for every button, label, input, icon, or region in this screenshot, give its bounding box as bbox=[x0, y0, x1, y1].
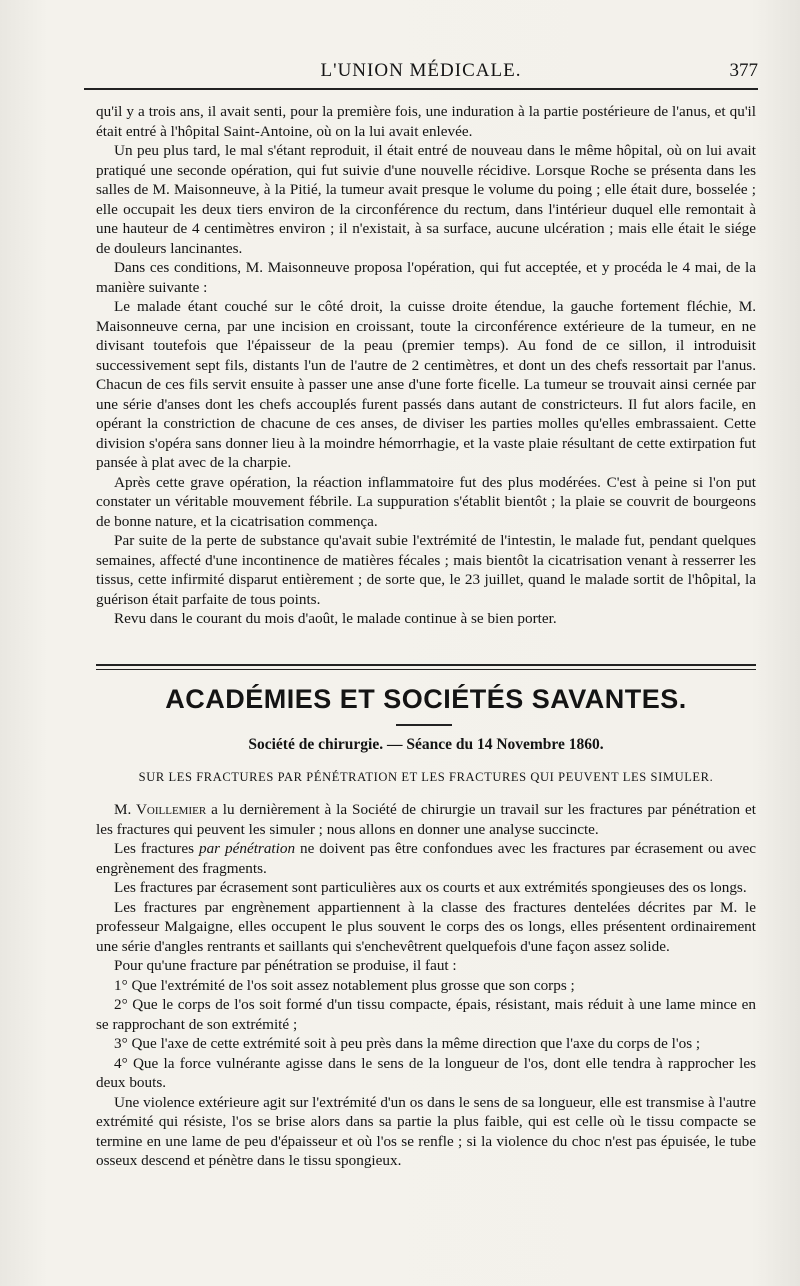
running-title: L'UNION MÉDICALE. bbox=[320, 60, 522, 81]
title-underline bbox=[396, 724, 452, 726]
paragraph-text: ne doivent pas être confondues avec les fractures par écrasement ou avec engrènement des fragments. bbox=[96, 840, 756, 877]
paragraph-text: Les fractures bbox=[114, 840, 199, 857]
paragraph: Revu dans le courant du mois d'août, le malade continue à se bien porter. bbox=[114, 610, 557, 627]
article-continuation bbox=[96, 102, 756, 629]
paragraph: Une violence extérieure agit sur l'extrémité d'un os dans le sens de sa longueur, elle est transmise à l'autre extrémité qui résiste, l'os se brise alors dans sa partie la plus faible, qui est celle où le tissu compacte se termine en une lame de peu d'épaisseur et où l'os se renfle ; si la violence du choc n'est pas épuisée, le tube osseux descend et pénètre dans le tissu spongieux. bbox=[96, 1093, 756, 1169]
article-subject: SUR LES FRACTURES PAR PÉNÉTRATION ET LES FRACTURES QUI PEUVENT LES SIMULER. bbox=[138, 770, 714, 784]
section-divider bbox=[96, 664, 756, 666]
paragraph: Par suite de la perte de substance qu'avait subie l'extrémité de l'intestin, le malade fut, pendant quelques semaines, affecté d'une incontinence de matières fécales ; mais bientôt la cicatrisation venant à resserrer les tissus, cette infirmité disparut entièrement ; de sorte que, le 23 juillet, quand le malade sortit de l'hôpital, la guérison était parfaite de tous points. bbox=[96, 532, 756, 608]
paragraph: Après cette grave opération, la réaction inflammatoire fut des plus modérées. C'est à peine si l'on put constater un véritable mouvement fébrile. La suppuration s'établit bientôt ; la plaie se couvrit de bourgeons de bonne nature, et la cicatrisation commença. bbox=[96, 473, 756, 530]
list-item: 3° Que l'axe de cette extrémité soit à peu près dans la même direction que l'axe du corps de l'os ; bbox=[114, 1035, 701, 1052]
page-number: 377 bbox=[729, 60, 758, 81]
paragraph: Un peu plus tard, le mal s'étant reproduit, il était entré de nouveau dans le même hôpital, où on lui avait pratiqué une seconde opération, qui fut suivie d'une nouvelle récidive. Lorsque Roche se présenta dans les salles de M. Maisonneuve, à la Pitié, la tumeur avait presque le volume du poing ; elle était dure, bosselée ; elle occupait les deux tiers environ de la circonférence du rectum, dans l'intérieur duquel elle remontait à une hauteur de 4 centimètres environ ; il n'existait, à sa surface, aucune ulcération ; mais elle était le siége de douleurs lancinantes. bbox=[96, 142, 756, 257]
paragraph: Les fractures par engrènement appartiennent à la classe des fractures dentelées décrites par M. le professeur Malgaigne, elles occupent le plus souvent le corps des os longs, elles présentent ordinairement une série d'angles rentrants et saillants qui s'enchevêtrent quelquefois d'une façon assez solide. bbox=[96, 898, 756, 955]
paragraph: Le malade étant couché sur le côté droit, la cuisse droite étendue, la gauche fortement fléchie, M. Maisonneuve cerna, par une incision en croissant, toute la circonférence extérieure de la tumeur, en ne divisant toutefois que l'épaisseur de la peau (premier temps). Au fond de ce sillon, il introduisit successivement sept fils, distants l'un de l'autre de 2 centimètres, et dont un des chefs ressortait par l'anus. Chacun de ces fils servit ensuite à passer une anse d'une forte ficelle. La tumeur se trouvait ainsi cernée par une série d'anses dont les chefs accouplés furent passés dans autant de constricteurs. Il fut alors facile, en opérant la constriction de chacune de ces anses, de diviser les parties molles qu'elles embrassaient. Cette division s'opéra sans donner lieu à la moindre hémorrhagie, et la vaste plaie résultant de cette extirpation fut pansée à plat avec de la charpie. bbox=[96, 298, 756, 471]
header-rule bbox=[84, 88, 758, 90]
paragraph: qu'il y a trois ans, il avait senti, pour la première fois, une induration à la partie postérieure de l'anus, et qu'il était entré à l'hôpital Saint-Antoine, où on la lui avait enlevée. bbox=[96, 103, 756, 140]
society-session-line: Société de chirurgie. — Séance du 14 Novembre 1860. bbox=[248, 736, 604, 753]
list-item: 1° Que l'extrémité de l'os soit assez notablement plus grosse que son corps ; bbox=[114, 976, 575, 994]
emphasis: par pénétration bbox=[198, 840, 296, 857]
paragraph: Pour qu'une fracture par pénétration se produise, il faut : bbox=[114, 957, 457, 974]
list-item: 4° Que la force vulnérante agisse dans le sens de la longueur de l'os, dont elle tendra à rapprocher les deux bouts. bbox=[96, 1054, 756, 1091]
paragraph-text: a lu dernièrement à la Société de chirurgie un travail sur les fractures par pénétration et les fractures qui peuvent les simuler ; nous allons en donner une analyse succincte. bbox=[96, 801, 756, 838]
section-title: ACADÉMIES ET SOCIÉTÉS SAVANTES. bbox=[165, 684, 687, 714]
paragraph bbox=[96, 839, 756, 878]
paragraph: Les fractures par écrasement sont particulières aux os courts et aux extrémités spongieuses des os longs. bbox=[114, 879, 747, 896]
page-header bbox=[84, 52, 758, 92]
section-divider bbox=[96, 669, 756, 670]
paragraph: Dans ces conditions, M. Maisonneuve proposa l'opération, qui fut acceptée, et y procéda le 4 mai, de la manière suivante : bbox=[96, 259, 756, 296]
article-body bbox=[96, 800, 756, 1171]
paragraph bbox=[96, 800, 756, 839]
list-item: 2° Que le corps de l'os soit formé d'un tissu compacte, épais, résistant, mais réduit à une lame mince en se rapprochant de son extrémité ; bbox=[96, 996, 756, 1033]
author-name: M. Voillemier bbox=[114, 801, 207, 818]
